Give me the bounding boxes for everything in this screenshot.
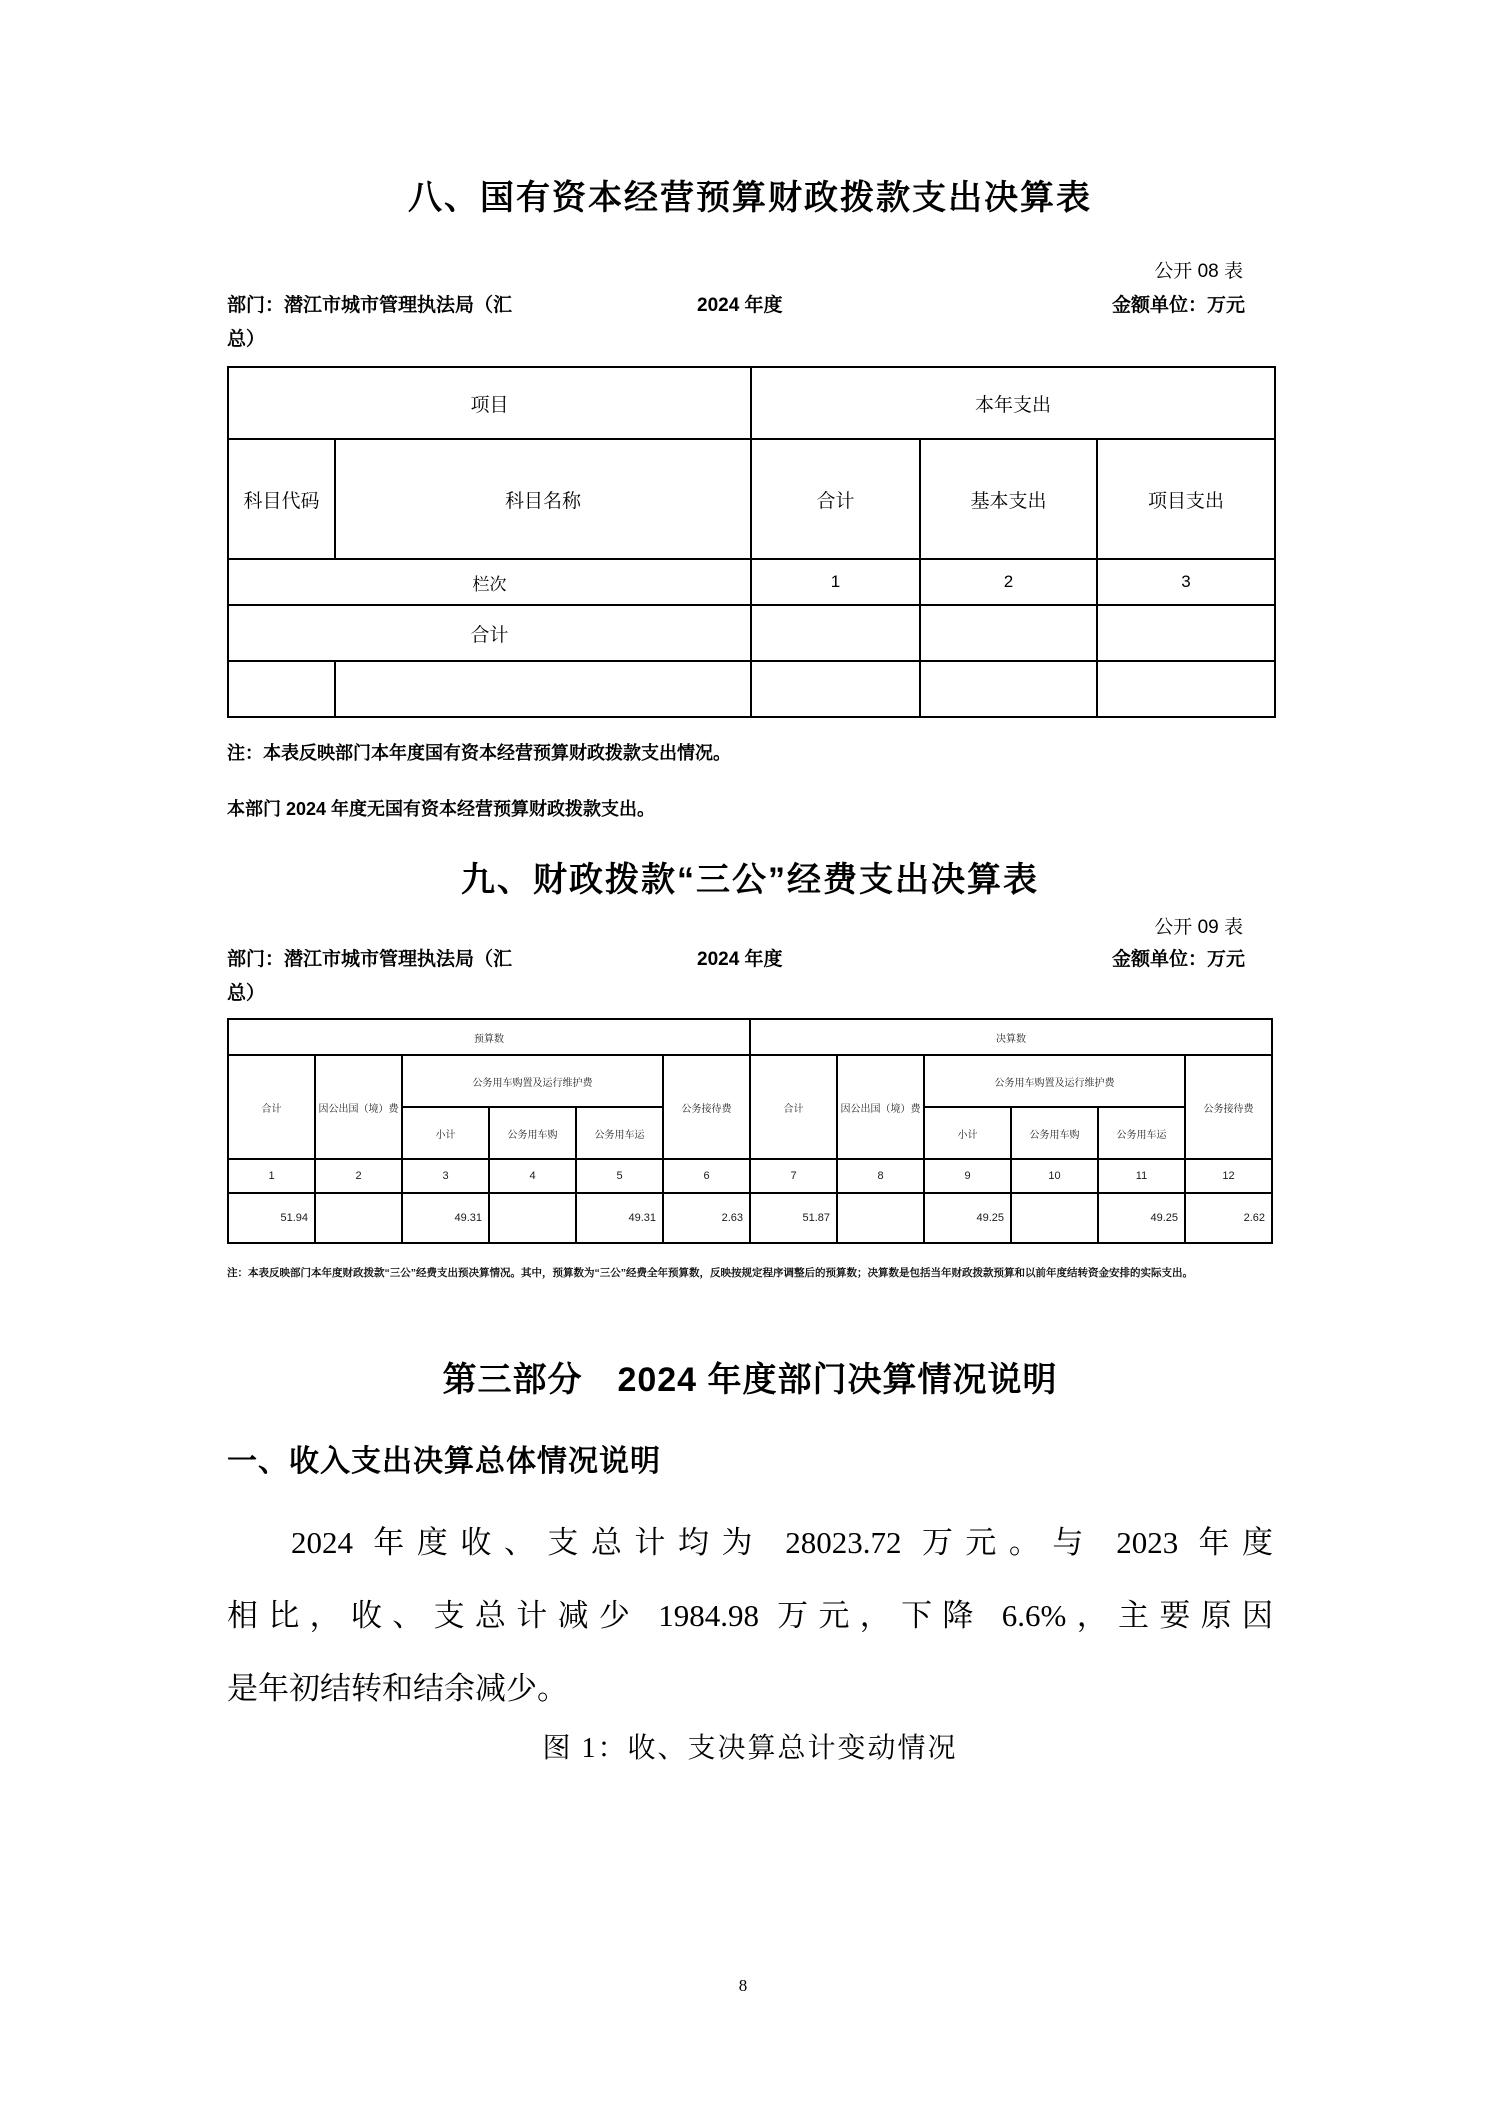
value-cell: 49.31 bbox=[576, 1193, 663, 1243]
section9-table-label: 公开 09 表 bbox=[1154, 917, 1243, 938]
section9-title: 九、财政拨款“三公”经费支出决算表 bbox=[461, 861, 1039, 899]
empty-cell bbox=[920, 605, 1097, 661]
empty-cell bbox=[751, 661, 920, 717]
empty-cell bbox=[920, 661, 1097, 717]
col-num: 4 bbox=[489, 1159, 576, 1193]
header-basic-expense: 基本支出 bbox=[920, 439, 1097, 559]
final-vehicle-purchase-header: 公务用车购 bbox=[1011, 1107, 1098, 1159]
value-cell: 2.63 bbox=[663, 1193, 750, 1243]
section9-dept-prefix: 部门：潜江市城市管理执法局（汇 bbox=[227, 949, 513, 970]
page-content bbox=[227, 0, 1273, 1771]
part3-heading: 第三部分 2024 年度部门决算情况说明 bbox=[442, 1361, 1058, 1399]
section8-dept-suffix: 总） bbox=[227, 329, 266, 350]
col-num: 7 bbox=[750, 1159, 837, 1193]
col-num: 11 bbox=[1098, 1159, 1185, 1193]
column-index-1: 1 bbox=[751, 559, 920, 605]
budget-total-header: 合计 bbox=[228, 1055, 315, 1159]
column-index-2: 2 bbox=[920, 559, 1097, 605]
value-cell: 51.87 bbox=[750, 1193, 837, 1243]
table-08-total-row bbox=[228, 605, 1275, 661]
section9-dept-row bbox=[227, 946, 1273, 974]
group-final: 决算数 bbox=[750, 1019, 1272, 1055]
col-num: 5 bbox=[576, 1159, 663, 1193]
empty-cell bbox=[335, 661, 751, 717]
figure1-caption: 图 1：收、支决算总计变动情况 bbox=[542, 1733, 958, 1764]
section8-unit: 金额单位：万元 bbox=[1111, 295, 1245, 316]
section8-title: 八、国有资本经营预算财政拨款支出决算表 bbox=[408, 179, 1092, 217]
header-total: 合计 bbox=[751, 439, 920, 559]
section9-note: 注：本表反映部门本年度财政拨款“三公”经费支出预决算情况。其中，预算数为“三公”经费全年预算数，反映按规定程序调整后的预算数；决算数是包括当年财政拨款预算和以前年度结转资金安排的实际支出。 bbox=[227, 1267, 1193, 1279]
table-09-column-index-row bbox=[228, 1159, 1272, 1193]
section9-dept-suffix: 总） bbox=[227, 983, 266, 1004]
empty-cell bbox=[228, 661, 335, 717]
value-cell bbox=[489, 1193, 576, 1243]
col-num: 9 bbox=[924, 1159, 1011, 1193]
col-num: 6 bbox=[663, 1159, 750, 1193]
col-num: 12 bbox=[1185, 1159, 1272, 1193]
section8-year: 2024 年度 bbox=[697, 295, 783, 316]
header-project: 项目 bbox=[228, 367, 751, 439]
table-09 bbox=[227, 1018, 1273, 1244]
column-index-3: 3 bbox=[1097, 559, 1275, 605]
header-subject-code: 科目代码 bbox=[228, 439, 335, 559]
total-row-label: 合计 bbox=[228, 605, 751, 661]
empty-cell bbox=[1097, 661, 1275, 717]
col-num: 2 bbox=[315, 1159, 402, 1193]
header-subject-name: 科目名称 bbox=[335, 439, 751, 559]
header-year-expense: 本年支出 bbox=[751, 367, 1275, 439]
final-subtotal-header: 小计 bbox=[924, 1107, 1011, 1159]
final-abroad-header: 因公出国（境）费 bbox=[837, 1055, 924, 1159]
section8-dept-row bbox=[227, 292, 1273, 320]
value-cell: 2.62 bbox=[1185, 1193, 1272, 1243]
group-budget: 预算数 bbox=[228, 1019, 750, 1055]
final-vehicle-operate-header: 公务用车运 bbox=[1098, 1107, 1185, 1159]
section9-year: 2024 年度 bbox=[697, 949, 783, 970]
value-cell bbox=[1011, 1193, 1098, 1243]
budget-vehicle-purchase-header: 公务用车购 bbox=[489, 1107, 576, 1159]
empty-cell bbox=[751, 605, 920, 661]
section8-dept-prefix: 部门：潜江市城市管理执法局（汇 bbox=[227, 295, 513, 316]
empty-cell bbox=[1097, 605, 1275, 661]
section8-table-label: 公开 08 表 bbox=[1154, 261, 1243, 282]
table-08-group-row bbox=[228, 367, 1275, 439]
column-index-label: 栏次 bbox=[228, 559, 751, 605]
table-09-group-row bbox=[228, 1019, 1272, 1055]
final-vehicle-group-header: 公务用车购置及运行维护费 bbox=[924, 1055, 1185, 1107]
col-num: 10 bbox=[1011, 1159, 1098, 1193]
table-09-header-row-1 bbox=[228, 1055, 1272, 1107]
value-cell: 49.25 bbox=[1098, 1193, 1185, 1243]
budget-subtotal-header: 小计 bbox=[402, 1107, 489, 1159]
value-cell bbox=[837, 1193, 924, 1243]
table-08-header-row bbox=[228, 439, 1275, 559]
part3-paragraph bbox=[227, 1506, 1273, 1725]
header-project-expense: 项目支出 bbox=[1097, 439, 1275, 559]
paragraph-line: 是年初结转和结余减少。 bbox=[227, 1671, 568, 1706]
budget-vehicle-group-header: 公务用车购置及运行维护费 bbox=[402, 1055, 663, 1107]
paragraph-line: 2024 年度收、支总计均为 28023.72 万元。与 2023 年度 bbox=[291, 1525, 1273, 1560]
table-08-empty-row bbox=[228, 661, 1275, 717]
final-reception-header: 公务接待费 bbox=[1185, 1055, 1272, 1159]
page-number: 8 bbox=[738, 1976, 748, 1995]
budget-vehicle-operate-header: 公务用车运 bbox=[576, 1107, 663, 1159]
table-08-column-index-row bbox=[228, 559, 1275, 605]
value-cell bbox=[315, 1193, 402, 1243]
col-num: 3 bbox=[402, 1159, 489, 1193]
value-cell: 49.25 bbox=[924, 1193, 1011, 1243]
col-num: 1 bbox=[228, 1159, 315, 1193]
budget-abroad-header: 因公出国（境）费 bbox=[315, 1055, 402, 1159]
section8-statement: 本部门 2024 年度无国有资本经营预算财政拨款支出。 bbox=[227, 799, 656, 819]
section9-unit: 金额单位：万元 bbox=[1111, 949, 1245, 970]
value-cell: 51.94 bbox=[228, 1193, 315, 1243]
col-num: 8 bbox=[837, 1159, 924, 1193]
table-08 bbox=[227, 366, 1276, 718]
table-09-values-row bbox=[228, 1193, 1272, 1243]
budget-reception-header: 公务接待费 bbox=[663, 1055, 750, 1159]
paragraph-line: 相比，收、支总计减少 1984.98 万元，下降 6.6%，主要原因 bbox=[227, 1598, 1273, 1633]
part3-sub-heading: 一、收入支出决算总体情况说明 bbox=[227, 1445, 661, 1478]
value-cell: 49.31 bbox=[402, 1193, 489, 1243]
section8-note: 注：本表反映部门本年度国有资本经营预算财政拨款支出情况。 bbox=[227, 743, 731, 763]
final-total-header: 合计 bbox=[750, 1055, 837, 1159]
